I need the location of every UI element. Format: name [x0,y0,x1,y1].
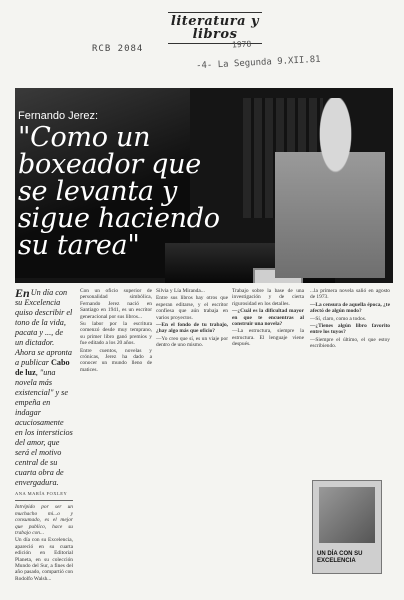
col2-p1: Con un oficio superior de personalidad simbólica, Fernando Jerez nació en Santiago en 1941, es un escritor generacional por sus libros... [80,288,152,320]
section-title [160,10,270,46]
col5-p1: ...la primera novela salió en agosto de 1973. [310,288,390,301]
col2-p3: Entre cuentos, novelas y crónicas, Jerez ha dado a conocer un mundo lleno de matices. [80,347,152,373]
article-column-5 [310,288,390,351]
col2-p2: Su labor por la escritura comenzó desde muy temprano, su primer libro ganó premios y fue editado a los 20 años. [80,321,152,347]
intro-text [15,288,73,488]
col4-p1: Trabajo sobre la base de una investigación y de cierta rigurosidad en los detalles. [232,288,304,307]
col3-answer: —Yo creo que sí, es un viaje por dentro de uno mismo. [156,335,228,349]
col4-question: —¿Cuál es la dificultad mayor en que te encuentras al construir una novela? [232,308,304,328]
intro-part-2: , "una novela más existencial" y se empeña en indagar acuciosamente en los intersticios del amor, que será el motivo central de su cuarta obra de envergadura. [15,368,73,487]
article-column-4 [232,288,304,349]
col1-p2: Un día con su Excelencia, apareció en su cuarta edición en Editorial Planeta, en su colección Mundo del Sur, a fines del año pasado, compartió con Rodolfo Walsh... [15,537,73,582]
col3-p2: Entre sus libros hay otros que esperan editarse, y el escritor confiesa que aún trabaja en varios proyectos. [156,295,228,321]
col5-question-2: —¿Tienes algún libro favorito entre los tuyos? [310,323,390,336]
col5-answer-2: —Siempre el último, el que estoy escribiendo. [310,336,390,350]
col5-question-1: —La censura de aquella época, ¿te afectó de algún modo? [310,301,390,315]
dropcap: En [15,286,30,300]
headline-quote: "Como un boxeador que se levanta y sigue haciendo su tarea" [18,122,220,261]
article-column-3 [156,288,228,350]
headline [18,110,228,259]
article-column-2 [80,288,152,374]
intro-column [15,288,73,583]
col4-answer: —La estructura, siempre la estructura. El lenguaje viene después. [232,328,304,348]
col3-p1: Silvia y Lía Miranda... [156,288,205,294]
handwritten-date: -4- La Segunda 9.XII.81 [195,54,321,72]
col3-question: —En el fondo de tu trabajo, ¿hay algo más que oficio? [156,322,228,335]
headline-author: Fernando Jerez: [18,110,99,122]
book-cover [312,480,382,574]
col5-answer-1: —Sí, claro, como a todos. [310,315,367,322]
author-figure [275,98,385,278]
archive-stamp: RCB 2084 [92,44,144,54]
book-cover-image [319,487,375,543]
intro-book-title: Cabo de luz [15,358,70,377]
section-title-text: literatura y libros [170,14,260,42]
byline: ANA MARÍA FOXLEY [15,491,68,496]
handwritten-year: 1978 [231,39,252,50]
intro-part-1: Un día con su Excelencia quiso describir el tono de la vida, pacata y ..., de un dictador. Ahora se apronta a publicar [15,288,73,367]
book-cover-title: UN DÍA CON SU EXCELENCIA [317,551,363,564]
col1-p1: Intrépido por ser un muchacho mi...o y consumado, es el mejor que publico, hace su trabajo con... [15,504,73,537]
